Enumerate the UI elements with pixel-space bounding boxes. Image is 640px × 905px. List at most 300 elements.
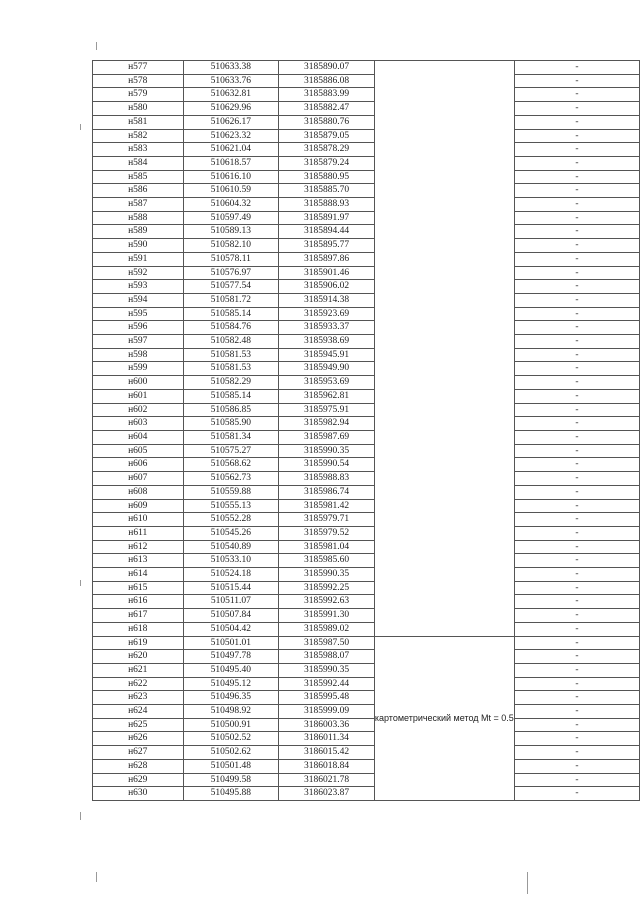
method-cell xyxy=(374,211,514,225)
point-name: н602 xyxy=(93,403,184,417)
coordinate-y: 3185945.91 xyxy=(279,348,375,362)
method-cell xyxy=(374,88,514,102)
method-cell xyxy=(374,61,514,75)
method-cell xyxy=(374,389,514,403)
table-row xyxy=(93,293,640,307)
coordinate-y: 3185895.77 xyxy=(279,239,375,253)
point-name: н621 xyxy=(93,663,184,677)
table-row xyxy=(93,444,640,458)
coordinate-x: 510501.01 xyxy=(183,636,279,650)
table-row xyxy=(93,732,640,746)
table-row xyxy=(93,513,640,527)
point-name: н627 xyxy=(93,746,184,760)
point-name: н587 xyxy=(93,198,184,212)
table-row xyxy=(93,650,640,664)
coordinate-y: 3186023.87 xyxy=(279,787,375,801)
table-row xyxy=(93,526,640,540)
method-cell xyxy=(374,198,514,212)
coordinate-y: 3185999.09 xyxy=(279,705,375,719)
coordinate-x: 510633.76 xyxy=(183,74,279,88)
coordinate-x: 510629.96 xyxy=(183,102,279,116)
point-name: н582 xyxy=(93,129,184,143)
coordinate-y: 3185990.35 xyxy=(279,444,375,458)
coordinate-y: 3185880.95 xyxy=(279,170,375,184)
coordinate-y: 3185879.05 xyxy=(279,129,375,143)
point-name: н577 xyxy=(93,61,184,75)
table-row xyxy=(93,102,640,116)
coordinate-y: 3185888.93 xyxy=(279,198,375,212)
coordinate-x: 510581.53 xyxy=(183,362,279,376)
point-name: н578 xyxy=(93,74,184,88)
point-name: н600 xyxy=(93,376,184,390)
extra-value: - xyxy=(514,198,639,212)
point-name: н622 xyxy=(93,677,184,691)
extra-value: - xyxy=(514,430,639,444)
coordinate-x: 510633.38 xyxy=(183,61,279,75)
method-note: картометрический метод Mt = 0.5 xyxy=(374,636,514,800)
table-row xyxy=(93,252,640,266)
coordinate-y: 3185981.04 xyxy=(279,540,375,554)
coordinate-x: 510499.58 xyxy=(183,773,279,787)
method-cell xyxy=(374,143,514,157)
coordinate-y: 3185885.70 xyxy=(279,184,375,198)
coordinate-y: 3185923.69 xyxy=(279,307,375,321)
coordinate-x: 510581.53 xyxy=(183,348,279,362)
table-row xyxy=(93,581,640,595)
coordinate-y: 3186018.84 xyxy=(279,759,375,773)
coordinate-y: 3186021.78 xyxy=(279,773,375,787)
point-name: н606 xyxy=(93,458,184,472)
point-name: н596 xyxy=(93,321,184,335)
coordinate-x: 510495.12 xyxy=(183,677,279,691)
coordinate-x: 510504.42 xyxy=(183,622,279,636)
coordinate-y: 3185982.94 xyxy=(279,417,375,431)
coordinate-x: 510500.91 xyxy=(183,718,279,732)
method-cell xyxy=(374,622,514,636)
point-name: н598 xyxy=(93,348,184,362)
coordinate-y: 3185933.37 xyxy=(279,321,375,335)
point-name: н604 xyxy=(93,430,184,444)
coordinate-x: 510568.62 xyxy=(183,458,279,472)
point-name: н620 xyxy=(93,650,184,664)
extra-value: - xyxy=(514,526,639,540)
extra-value: - xyxy=(514,156,639,170)
point-name: н615 xyxy=(93,581,184,595)
extra-value: - xyxy=(514,485,639,499)
coordinate-y: 3186003.36 xyxy=(279,718,375,732)
table-row xyxy=(93,759,640,773)
method-cell xyxy=(374,170,514,184)
point-name: н616 xyxy=(93,595,184,609)
coordinate-y: 3185992.25 xyxy=(279,581,375,595)
point-name: н588 xyxy=(93,211,184,225)
extra-value: - xyxy=(514,691,639,705)
extra-value: - xyxy=(514,335,639,349)
method-cell xyxy=(374,403,514,417)
table-row xyxy=(93,280,640,294)
scan-mark xyxy=(527,872,528,894)
point-name: н603 xyxy=(93,417,184,431)
point-name: н581 xyxy=(93,115,184,129)
table-row xyxy=(93,307,640,321)
table-row xyxy=(93,143,640,157)
point-name: н607 xyxy=(93,472,184,486)
point-name: н629 xyxy=(93,773,184,787)
method-cell xyxy=(374,321,514,335)
extra-value: - xyxy=(514,773,639,787)
point-name: н630 xyxy=(93,787,184,801)
coordinate-y: 3185988.07 xyxy=(279,650,375,664)
extra-value: - xyxy=(514,307,639,321)
table-row xyxy=(93,389,640,403)
coordinate-y: 3185894.44 xyxy=(279,225,375,239)
method-cell xyxy=(374,417,514,431)
point-name: н618 xyxy=(93,622,184,636)
method-cell xyxy=(374,266,514,280)
table-row xyxy=(93,170,640,184)
coordinate-x: 510501.48 xyxy=(183,759,279,773)
table-row xyxy=(93,718,640,732)
scan-mark xyxy=(80,580,81,586)
method-cell xyxy=(374,225,514,239)
table-row xyxy=(93,61,640,75)
table-row xyxy=(93,705,640,719)
extra-value: - xyxy=(514,61,639,75)
point-name: н595 xyxy=(93,307,184,321)
extra-value: - xyxy=(514,362,639,376)
extra-value: - xyxy=(514,389,639,403)
coordinate-y: 3185914.38 xyxy=(279,293,375,307)
coordinate-x: 510589.13 xyxy=(183,225,279,239)
coordinate-y: 3185891.97 xyxy=(279,211,375,225)
method-cell xyxy=(374,362,514,376)
point-name: н594 xyxy=(93,293,184,307)
coordinate-y: 3185886.08 xyxy=(279,74,375,88)
point-name: н601 xyxy=(93,389,184,403)
point-name: н612 xyxy=(93,540,184,554)
table-row xyxy=(93,376,640,390)
table-row xyxy=(93,211,640,225)
coordinate-x: 510585.14 xyxy=(183,307,279,321)
coordinate-y: 3185901.46 xyxy=(279,266,375,280)
extra-value: - xyxy=(514,143,639,157)
extra-value: - xyxy=(514,184,639,198)
point-name: н610 xyxy=(93,513,184,527)
method-cell xyxy=(374,472,514,486)
extra-value: - xyxy=(514,280,639,294)
coordinate-y: 3185987.50 xyxy=(279,636,375,650)
coordinate-y: 3185882.47 xyxy=(279,102,375,116)
table-row xyxy=(93,184,640,198)
point-name: н593 xyxy=(93,280,184,294)
method-cell xyxy=(374,540,514,554)
table-row xyxy=(93,156,640,170)
coordinate-x: 510559.88 xyxy=(183,485,279,499)
coordinate-y: 3185989.02 xyxy=(279,622,375,636)
extra-value: - xyxy=(514,403,639,417)
extra-value: - xyxy=(514,568,639,582)
coordinate-y: 3185975.91 xyxy=(279,403,375,417)
table-row xyxy=(93,609,640,623)
extra-value: - xyxy=(514,513,639,527)
coordinate-x: 510545.26 xyxy=(183,526,279,540)
point-name: н628 xyxy=(93,759,184,773)
coordinate-y: 3185979.52 xyxy=(279,526,375,540)
extra-value: - xyxy=(514,705,639,719)
table-row xyxy=(93,636,640,650)
method-cell xyxy=(374,293,514,307)
coordinate-x: 510497.78 xyxy=(183,650,279,664)
table-row xyxy=(93,663,640,677)
coordinate-x: 510495.40 xyxy=(183,663,279,677)
coordinate-y: 3185878.29 xyxy=(279,143,375,157)
table-row xyxy=(93,568,640,582)
method-cell xyxy=(374,568,514,582)
coordinate-x: 510585.90 xyxy=(183,417,279,431)
coordinate-y: 3186011.34 xyxy=(279,732,375,746)
method-cell xyxy=(374,335,514,349)
extra-value: - xyxy=(514,732,639,746)
table-row xyxy=(93,88,640,102)
coordinate-x: 510626.17 xyxy=(183,115,279,129)
coordinate-x: 510555.13 xyxy=(183,499,279,513)
point-name: н583 xyxy=(93,143,184,157)
extra-value: - xyxy=(514,239,639,253)
table-row xyxy=(93,595,640,609)
extra-value: - xyxy=(514,417,639,431)
method-cell xyxy=(374,444,514,458)
point-name: н586 xyxy=(93,184,184,198)
extra-value: - xyxy=(514,663,639,677)
coordinate-y: 3185992.63 xyxy=(279,595,375,609)
coordinate-x: 510616.10 xyxy=(183,170,279,184)
table-row xyxy=(93,430,640,444)
coordinate-y: 3185990.35 xyxy=(279,568,375,582)
table-row xyxy=(93,773,640,787)
extra-value: - xyxy=(514,74,639,88)
extra-value: - xyxy=(514,650,639,664)
coordinate-x: 510618.57 xyxy=(183,156,279,170)
table-row xyxy=(93,198,640,212)
method-cell xyxy=(374,513,514,527)
coordinate-x: 510582.10 xyxy=(183,239,279,253)
table-row xyxy=(93,74,640,88)
coordinate-y: 3185883.99 xyxy=(279,88,375,102)
coordinate-y: 3185987.69 xyxy=(279,430,375,444)
table-row xyxy=(93,129,640,143)
extra-value: - xyxy=(514,540,639,554)
coordinate-x: 510502.62 xyxy=(183,746,279,760)
point-name: н605 xyxy=(93,444,184,458)
point-name: н579 xyxy=(93,88,184,102)
coordinate-x: 510575.27 xyxy=(183,444,279,458)
coordinate-y: 3185938.69 xyxy=(279,335,375,349)
extra-value: - xyxy=(514,444,639,458)
extra-value: - xyxy=(514,787,639,801)
point-name: н584 xyxy=(93,156,184,170)
table-row xyxy=(93,746,640,760)
coordinate-y: 3185986.74 xyxy=(279,485,375,499)
coordinate-x: 510582.48 xyxy=(183,335,279,349)
point-name: н609 xyxy=(93,499,184,513)
extra-value: - xyxy=(514,677,639,691)
point-name: н625 xyxy=(93,718,184,732)
extra-value: - xyxy=(514,88,639,102)
coordinate-y: 3185981.42 xyxy=(279,499,375,513)
table-row xyxy=(93,417,640,431)
coordinate-x: 510578.11 xyxy=(183,252,279,266)
extra-value: - xyxy=(514,293,639,307)
method-cell xyxy=(374,102,514,116)
extra-value: - xyxy=(514,746,639,760)
method-cell xyxy=(374,129,514,143)
method-cell xyxy=(374,115,514,129)
table-row xyxy=(93,239,640,253)
coordinate-y: 3185879.24 xyxy=(279,156,375,170)
coordinate-x: 510621.04 xyxy=(183,143,279,157)
coordinate-y: 3185990.54 xyxy=(279,458,375,472)
coordinate-x: 510533.10 xyxy=(183,554,279,568)
table-row xyxy=(93,485,640,499)
table-row xyxy=(93,335,640,349)
extra-value: - xyxy=(514,499,639,513)
coordinate-x: 510604.32 xyxy=(183,198,279,212)
coordinate-x: 510597.49 xyxy=(183,211,279,225)
extra-value: - xyxy=(514,129,639,143)
scan-mark xyxy=(80,812,81,820)
extra-value: - xyxy=(514,472,639,486)
table-row xyxy=(93,403,640,417)
table-row xyxy=(93,787,640,801)
extra-value: - xyxy=(514,609,639,623)
coordinates-table xyxy=(92,60,640,801)
extra-value: - xyxy=(514,759,639,773)
coordinate-y: 3185897.86 xyxy=(279,252,375,266)
method-cell xyxy=(374,280,514,294)
extra-value: - xyxy=(514,718,639,732)
scan-mark xyxy=(96,42,97,50)
table-row xyxy=(93,362,640,376)
coordinate-x: 510552.28 xyxy=(183,513,279,527)
coordinate-y: 3185979.71 xyxy=(279,513,375,527)
extra-value: - xyxy=(514,170,639,184)
point-name: н626 xyxy=(93,732,184,746)
coordinate-x: 510502.52 xyxy=(183,732,279,746)
coordinate-x: 510495.88 xyxy=(183,787,279,801)
coordinate-x: 510576.97 xyxy=(183,266,279,280)
method-cell xyxy=(374,499,514,513)
method-cell xyxy=(374,581,514,595)
point-name: н580 xyxy=(93,102,184,116)
point-name: н592 xyxy=(93,266,184,280)
point-name: н623 xyxy=(93,691,184,705)
coordinate-x: 510562.73 xyxy=(183,472,279,486)
extra-value: - xyxy=(514,458,639,472)
coordinate-x: 510610.59 xyxy=(183,184,279,198)
point-name: н619 xyxy=(93,636,184,650)
coordinate-y: 3185962.81 xyxy=(279,389,375,403)
method-cell xyxy=(374,458,514,472)
extra-value: - xyxy=(514,252,639,266)
coordinate-x: 510584.76 xyxy=(183,321,279,335)
point-name: н624 xyxy=(93,705,184,719)
extra-value: - xyxy=(514,348,639,362)
method-cell xyxy=(374,526,514,540)
coordinate-x: 510581.72 xyxy=(183,293,279,307)
coordinate-y: 3185906.02 xyxy=(279,280,375,294)
point-name: н617 xyxy=(93,609,184,623)
extra-value: - xyxy=(514,636,639,650)
point-name: н613 xyxy=(93,554,184,568)
table-row xyxy=(93,622,640,636)
coordinate-x: 510496.35 xyxy=(183,691,279,705)
point-name: н597 xyxy=(93,335,184,349)
method-cell xyxy=(374,252,514,266)
method-cell xyxy=(374,348,514,362)
extra-value: - xyxy=(514,595,639,609)
coordinate-y: 3185990.35 xyxy=(279,663,375,677)
method-cell xyxy=(374,307,514,321)
table-row xyxy=(93,677,640,691)
table-row xyxy=(93,472,640,486)
table-row xyxy=(93,554,640,568)
extra-value: - xyxy=(514,225,639,239)
extra-value: - xyxy=(514,211,639,225)
method-cell xyxy=(374,239,514,253)
coordinates-table-body xyxy=(93,61,640,801)
coordinate-y: 3185949.90 xyxy=(279,362,375,376)
method-cell xyxy=(374,430,514,444)
method-cell xyxy=(374,156,514,170)
method-cell xyxy=(374,74,514,88)
coordinate-x: 510511.07 xyxy=(183,595,279,609)
method-cell xyxy=(374,595,514,609)
method-cell xyxy=(374,554,514,568)
table-row xyxy=(93,321,640,335)
table-row xyxy=(93,348,640,362)
extra-value: - xyxy=(514,115,639,129)
coordinate-y: 3186015.42 xyxy=(279,746,375,760)
coordinate-y: 3185985.60 xyxy=(279,554,375,568)
coordinate-x: 510540.89 xyxy=(183,540,279,554)
coordinate-y: 3185988.83 xyxy=(279,472,375,486)
table-row xyxy=(93,499,640,513)
extra-value: - xyxy=(514,376,639,390)
table-row xyxy=(93,458,640,472)
coordinate-y: 3185953.69 xyxy=(279,376,375,390)
point-name: н614 xyxy=(93,568,184,582)
table-row xyxy=(93,225,640,239)
point-name: н591 xyxy=(93,252,184,266)
method-cell xyxy=(374,376,514,390)
table-row xyxy=(93,540,640,554)
coordinate-x: 510623.32 xyxy=(183,129,279,143)
coordinate-x: 510577.54 xyxy=(183,280,279,294)
coordinate-x: 510632.81 xyxy=(183,88,279,102)
coordinate-y: 3185991.30 xyxy=(279,609,375,623)
coordinate-x: 510515.44 xyxy=(183,581,279,595)
extra-value: - xyxy=(514,554,639,568)
point-name: н589 xyxy=(93,225,184,239)
coordinate-x: 510581.34 xyxy=(183,430,279,444)
method-cell xyxy=(374,609,514,623)
table-row xyxy=(93,115,640,129)
coordinate-y: 3185890.07 xyxy=(279,61,375,75)
coordinate-x: 510507.84 xyxy=(183,609,279,623)
point-name: н611 xyxy=(93,526,184,540)
point-name: н585 xyxy=(93,170,184,184)
coordinate-x: 510585.14 xyxy=(183,389,279,403)
